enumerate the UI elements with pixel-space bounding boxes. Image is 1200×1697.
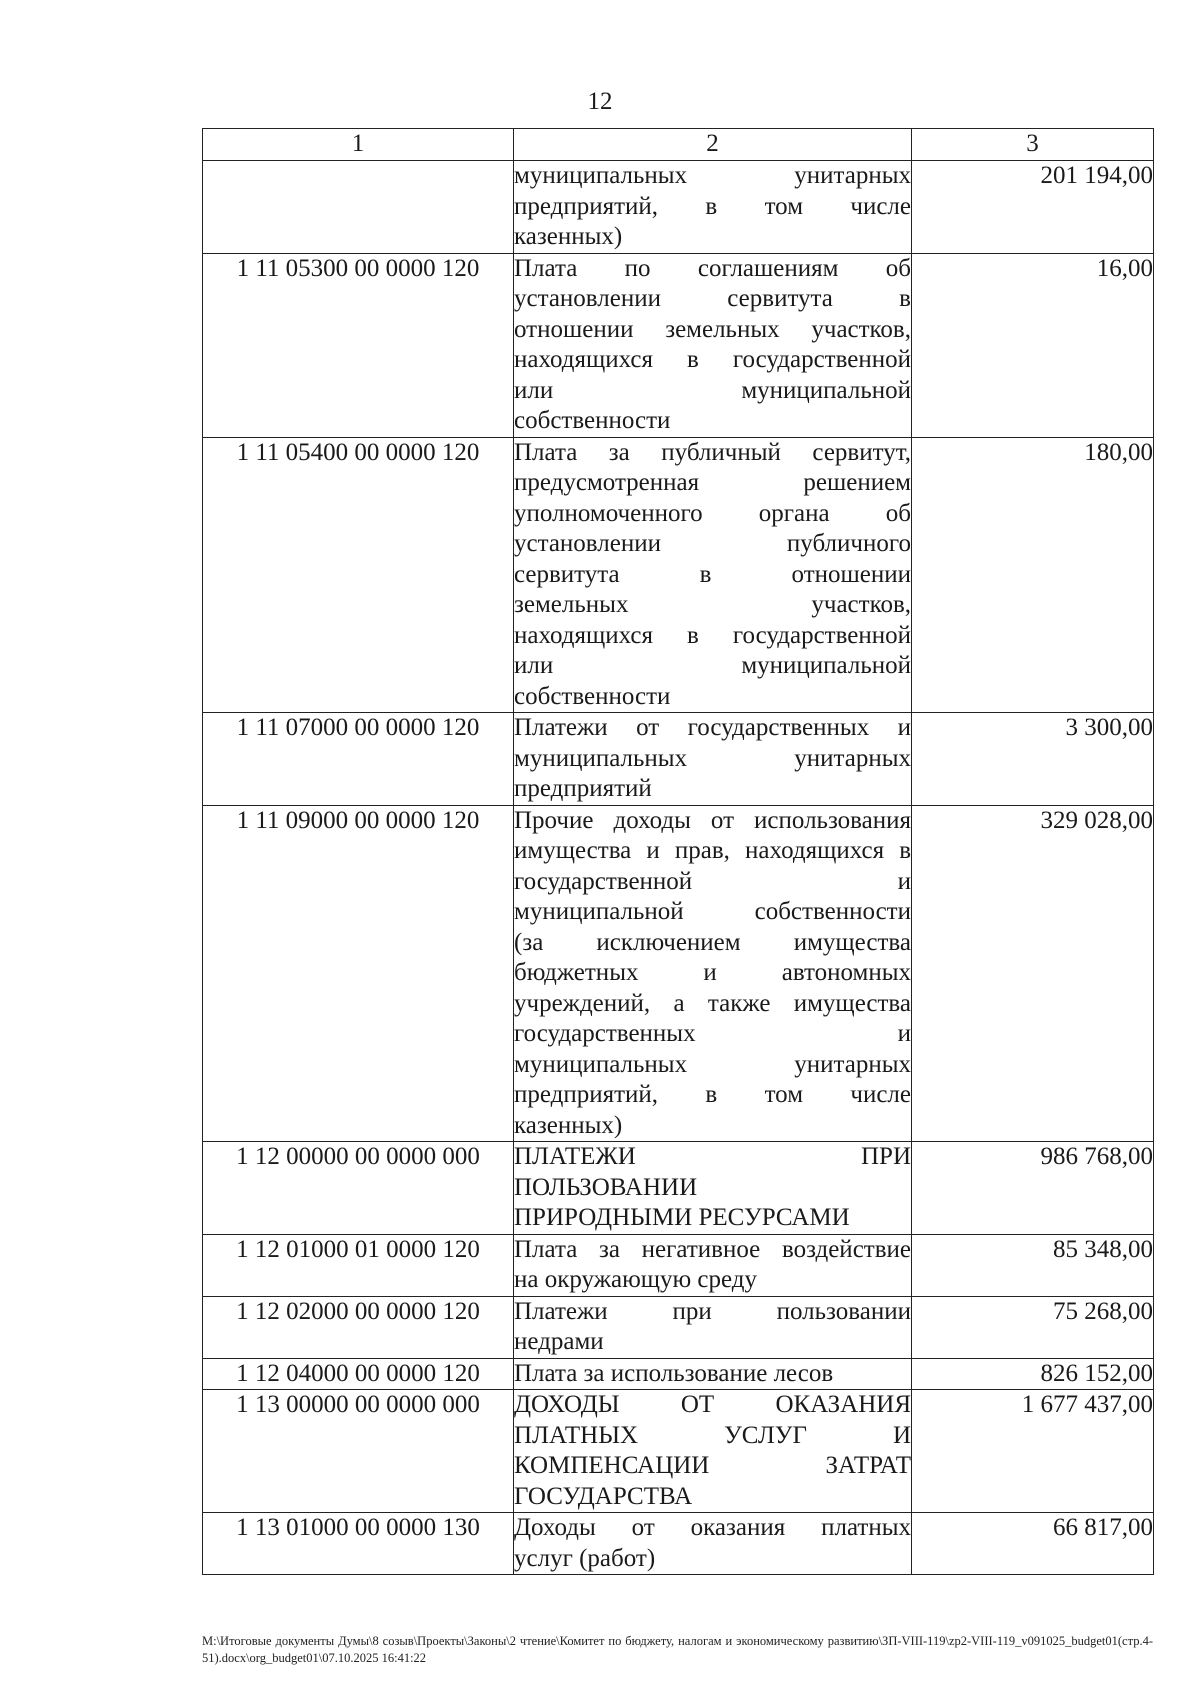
description-line: учреждений, а также имущества	[514, 989, 911, 1017]
description-line: или муниципальной	[514, 376, 911, 404]
revenue-description	[514, 1296, 912, 1358]
revenue-amount: 201 194,00	[912, 161, 1154, 254]
revenue-description	[514, 1358, 912, 1390]
description-line: предприятий	[514, 775, 652, 802]
description-line: предприятий, в том числе	[514, 192, 911, 220]
description-line: отношении земельных участков,	[514, 315, 911, 343]
description-line: (за исключением имущества	[514, 928, 911, 956]
column-header-code: 1	[203, 129, 514, 161]
revenue-table	[202, 128, 1154, 1575]
revenue-description	[514, 1513, 912, 1575]
description-line: предприятий, в том числе	[514, 1081, 911, 1108]
description-line: Доходы от оказания платных	[514, 1514, 911, 1541]
description-line: муниципальных унитарных	[514, 744, 911, 772]
description-line: Плата за публичный сервитут,	[514, 438, 911, 466]
description-line: собственности	[514, 682, 671, 710]
description-line: земельных участков,	[514, 591, 911, 618]
budget-classification-code: 1 12 01000 01 0000 120	[203, 1234, 514, 1296]
description-line: ДОХОДЫ ОТ ОКАЗАНИЯ	[514, 1391, 911, 1418]
description-line: на окружающую среду	[514, 1266, 758, 1293]
description-line: ПЛАТЕЖИ ПРИ	[514, 1143, 911, 1170]
revenue-amount: 986 768,00	[912, 1142, 1154, 1235]
description-line: Прочие доходы от использования	[514, 806, 911, 834]
revenue-description	[514, 805, 912, 1142]
table-row	[203, 1142, 1154, 1235]
revenue-amount: 16,00	[912, 253, 1154, 437]
description-line: Плата за негативное воздействие	[514, 1235, 911, 1263]
description-line: находящихся в государственной	[514, 621, 911, 649]
budget-classification-code: 1 13 01000 00 0000 130	[203, 1513, 514, 1575]
table-row	[203, 1513, 1154, 1575]
revenue-amount: 3 300,00	[912, 713, 1154, 806]
description-line: имущества и прав, находящихся в	[514, 837, 911, 864]
description-line: бюджетных и автономных	[514, 959, 911, 986]
description-line: установлении сервитута в	[514, 285, 911, 312]
description-line: находящихся в государственной	[514, 346, 911, 373]
revenue-description	[514, 437, 912, 713]
revenue-description	[514, 1234, 912, 1296]
budget-classification-code: 1 11 09000 00 0000 120	[203, 805, 514, 1142]
revenue-amount: 75 268,00	[912, 1296, 1154, 1358]
table-row	[203, 1390, 1154, 1513]
description-line: установлении публичного	[514, 530, 911, 557]
revenue-amount: 180,00	[912, 437, 1154, 713]
revenue-description	[514, 161, 912, 254]
description-line: муниципальных унитарных	[514, 1050, 911, 1078]
revenue-description	[514, 1142, 912, 1235]
revenue-description	[514, 1390, 912, 1513]
table-row	[203, 253, 1154, 437]
budget-classification-code: 1 12 04000 00 0000 120	[203, 1358, 514, 1390]
document-file-path: M:\Итоговые документы Думы\8 созыв\Проекты\Законы\2 чтение\Комитет по бюджету, налогам и экономическому развитию\ЗП-VIII-119\zp2-VIII-119_v091025_budget01(стр.4-51).docx\org_budget01\07.10.2025 16:41:22	[202, 1634, 1153, 1665]
description-line: предусмотренная решением	[514, 469, 911, 496]
budget-classification-code: 1 12 00000 00 0000 000	[203, 1142, 514, 1235]
revenue-description	[514, 713, 912, 806]
budget-classification-code	[203, 161, 514, 254]
description-line: ПЛАТНЫХ УСЛУГ И	[514, 1421, 911, 1449]
revenue-amount: 826 152,00	[912, 1358, 1154, 1390]
description-line: КОМПЕНСАЦИИ ЗАТРАТ	[514, 1452, 911, 1479]
description-line: ПОЛЬЗОВАНИИ	[514, 1173, 698, 1201]
description-line: ПРИРОДНЫМИ РЕСУРСАМИ	[514, 1204, 850, 1231]
revenue-amount: 85 348,00	[912, 1234, 1154, 1296]
table-row	[203, 161, 1154, 254]
table-row	[203, 437, 1154, 713]
description-line: казенных)	[514, 223, 623, 250]
table-header-row	[203, 129, 1154, 161]
table-row	[203, 1296, 1154, 1358]
budget-classification-code: 1 11 05300 00 0000 120	[203, 253, 514, 437]
revenue-amount: 66 817,00	[912, 1513, 1154, 1575]
description-line: Платежи от государственных и	[514, 714, 911, 741]
description-line: уполномоченного органа об	[514, 499, 911, 527]
description-line: недрами	[514, 1328, 604, 1355]
table-row	[203, 805, 1154, 1142]
revenue-amount: 1 677 437,00	[912, 1390, 1154, 1513]
table-row	[203, 713, 1154, 806]
budget-classification-code: 1 11 05400 00 0000 120	[203, 437, 514, 713]
description-line: муниципальных унитарных	[514, 162, 911, 189]
table-body	[203, 161, 1154, 1575]
description-line: сервитута в отношении	[514, 560, 911, 588]
description-line: Плата за использование лесов	[514, 1359, 834, 1387]
description-line: ГОСУДАРСТВА	[514, 1482, 693, 1510]
description-line: казенных)	[514, 1111, 623, 1139]
table-row	[203, 1358, 1154, 1390]
budget-classification-code: 1 13 00000 00 0000 000	[203, 1390, 514, 1513]
description-line: Платежи при пользовании	[514, 1297, 911, 1325]
budget-classification-code: 1 12 02000 00 0000 120	[203, 1296, 514, 1358]
column-header-description: 2	[514, 129, 912, 161]
description-line: собственности	[514, 407, 671, 434]
description-line: Плата по соглашениям об	[514, 254, 911, 282]
description-line: услуг (работ)	[514, 1544, 656, 1572]
page-number: 12	[587, 88, 613, 115]
description-line: государственных и	[514, 1020, 911, 1047]
column-header-amount: 3	[912, 129, 1154, 161]
table-row	[203, 1234, 1154, 1296]
revenue-amount: 329 028,00	[912, 805, 1154, 1142]
revenue-description	[514, 253, 912, 437]
budget-classification-code: 1 11 07000 00 0000 120	[203, 713, 514, 806]
description-line: муниципальной собственности	[514, 898, 911, 925]
description-line: государственной и	[514, 867, 911, 895]
description-line: или муниципальной	[514, 652, 911, 679]
